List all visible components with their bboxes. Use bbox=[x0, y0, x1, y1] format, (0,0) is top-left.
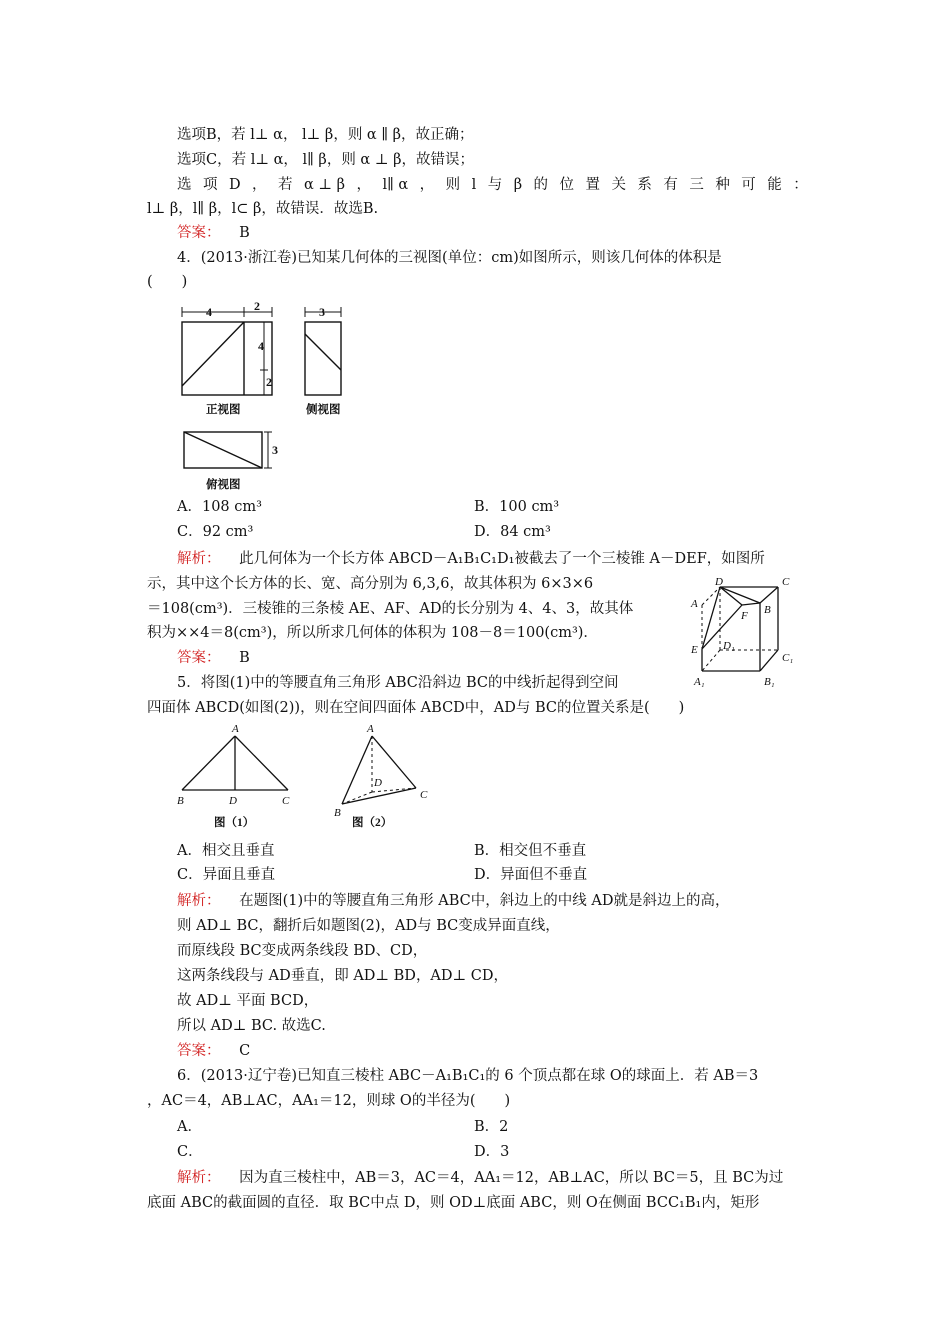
answer-label: 答案： bbox=[177, 1043, 221, 1059]
q5-analysis-4: 这两条线段与 AD垂直，即 AD⊥ BD，AD⊥ CD， bbox=[177, 968, 508, 984]
analysis-label: 解析： bbox=[177, 1170, 221, 1186]
q6-option-d: D．3 bbox=[474, 1144, 510, 1160]
l3-part: 若 bbox=[278, 177, 293, 193]
front-view-diagonal bbox=[182, 322, 244, 386]
answer-value: B bbox=[239, 225, 250, 241]
fig2-caption: 图（2） bbox=[352, 817, 393, 829]
q5-option-b: B．相交但不垂直 bbox=[474, 843, 587, 859]
line-option-c: 选项C，若 l⊥ α， l∥ β，则 α ⊥ β，故错误； bbox=[177, 152, 474, 168]
l3-part: ， bbox=[419, 177, 435, 193]
q4-analysis-3: ＝108(cm³)．三棱锥的三条棱 AE、AF、AD的长分别为 4、4、3，故其体 bbox=[147, 601, 634, 617]
l3-part: ： bbox=[793, 177, 808, 193]
vertex-label: A₁ bbox=[694, 676, 705, 688]
l3-part: α ⊥ β bbox=[303, 177, 346, 193]
l3-part: 可 bbox=[741, 177, 756, 193]
three-views-figure bbox=[172, 298, 362, 498]
l3-part: 与 bbox=[487, 177, 503, 193]
vertex-label: A bbox=[691, 598, 698, 610]
l3-part: 种 bbox=[715, 177, 730, 193]
l3-part: 三 bbox=[689, 177, 704, 193]
dim-label: 3 bbox=[272, 443, 278, 457]
line-option-d-cont: l⊥ β，l∥ β，l⊂ β，故错误．故选B. bbox=[147, 201, 379, 217]
q6-analysis-1 bbox=[177, 1166, 808, 1190]
q6-option-c: C． bbox=[177, 1144, 203, 1160]
q4-option-d: D．84 cm³ bbox=[474, 524, 551, 540]
l3-part: 置 bbox=[585, 177, 600, 193]
q5-analysis-6: 所以 AD⊥ BC. 故选C. bbox=[177, 1018, 326, 1034]
answer-4 bbox=[177, 646, 808, 670]
analysis-text: 因为直三棱柱中，AB＝3，AC＝4，AA₁＝12，AB⊥AC，所以 BC＝5，且 BC为过 bbox=[239, 1170, 784, 1186]
l3-part: D bbox=[228, 177, 241, 193]
q5-analysis-5: 故 AD⊥ 平面 BCD， bbox=[177, 993, 319, 1009]
tri-label: D bbox=[229, 795, 237, 807]
q4-option-b: B．100 cm³ bbox=[474, 499, 560, 515]
tri-label: D bbox=[374, 777, 382, 789]
q4-stem-2: ( ) bbox=[147, 274, 188, 290]
front-view-rect bbox=[182, 322, 272, 395]
side-view-rect bbox=[305, 322, 341, 395]
vertex-label: F bbox=[741, 610, 748, 622]
dim-label: 2 bbox=[266, 375, 272, 389]
dim-label: 4 bbox=[258, 339, 264, 353]
line-option-d bbox=[177, 173, 808, 197]
l3-part: ， bbox=[356, 177, 371, 193]
q5-option-d: D．异面但不垂直 bbox=[474, 867, 588, 883]
dim-label: 4 bbox=[206, 305, 212, 319]
q4-analysis-1 bbox=[177, 547, 808, 571]
l3-part: 位 bbox=[559, 177, 575, 193]
answer-value: B bbox=[239, 650, 250, 666]
front-view-caption: 正视图 bbox=[206, 404, 241, 416]
q6-option-b: B．2 bbox=[474, 1119, 509, 1135]
line-option-b: 选项B，若 l⊥ α， l⊥ β，则 α ∥ β，故正确； bbox=[177, 127, 474, 143]
vertex-label: D bbox=[715, 576, 723, 588]
tri-label: B bbox=[334, 807, 341, 819]
l3-part: l bbox=[471, 177, 477, 193]
vertex-label: C₁ bbox=[782, 652, 794, 664]
vertex-label: E bbox=[691, 644, 698, 656]
l3-part: 系 bbox=[637, 177, 652, 193]
l3-part: l∥ α bbox=[382, 177, 409, 193]
q4-stem-1: 4．(2013·浙江卷)已知某几何体的三视图(单位：cm)如图所示，则该几何体的体积是 bbox=[177, 250, 722, 266]
q4-option-c: C．92 cm³ bbox=[177, 524, 254, 540]
l3-part: 则 bbox=[445, 177, 461, 193]
q5-stem-1: 5．将图(1)中的等腰直角三角形 ABC沿斜边 BC的中线折起得到空间 bbox=[177, 675, 619, 691]
l3-part: 项 bbox=[202, 177, 218, 193]
tri-label: A bbox=[367, 723, 374, 735]
q6-stem-1: 6．(2013·辽宁卷)已知直三棱柱 ABC－A₁B₁C₁的 6 个顶点都在球 O的球面上．若 AB＝3 bbox=[177, 1068, 759, 1084]
answer-label: 答案： bbox=[177, 650, 221, 666]
side-view-diagonal bbox=[305, 334, 341, 370]
tri-label: B bbox=[177, 795, 184, 807]
dim-label: 3 bbox=[319, 305, 325, 319]
q6-option-a: A． bbox=[177, 1119, 202, 1135]
q6-stem-2: ，AC＝4，AB⊥AC，AA₁＝12，则球 O的半径为( ) bbox=[147, 1093, 511, 1109]
tri-label: A bbox=[232, 723, 239, 735]
analysis-label: 解析： bbox=[177, 893, 221, 909]
answer-3 bbox=[177, 221, 808, 245]
tri-label: C bbox=[282, 795, 290, 807]
top-view-caption: 俯视图 bbox=[206, 479, 241, 491]
l3-part: 能 bbox=[767, 177, 782, 193]
vertex-label: B₁ bbox=[764, 676, 775, 688]
answer-label: 答案： bbox=[177, 225, 221, 241]
q5-option-a: A．相交且垂直 bbox=[177, 843, 275, 859]
vertex-label: B bbox=[764, 604, 771, 616]
l3-part: 选 bbox=[177, 177, 192, 193]
q5-stem-2: 四面体 ABCD(如图(2))，则在空间四面体 ABCD中，AD与 BC的位置关系是( ) bbox=[147, 700, 685, 716]
vertex-label: C bbox=[782, 576, 790, 588]
analysis-label: 解析： bbox=[177, 551, 221, 567]
top-view-diagonal bbox=[184, 432, 262, 468]
q6-analysis-2: 底面 ABC的截面圆的直径．取 BC中点 D，则 OD⊥底面 ABC，则 O在侧面 BCC₁B₁内，矩形 bbox=[147, 1195, 760, 1211]
dim-label: 2 bbox=[254, 299, 260, 313]
q5-analysis-1 bbox=[177, 889, 808, 913]
q5-analysis-3: 而原线段 BC变成两条线段 BD、CD， bbox=[177, 943, 428, 959]
fig1-caption: 图（1） bbox=[214, 817, 255, 829]
l3-part: 的 bbox=[533, 177, 549, 193]
q4-analysis-2: 示，其中这个长方体的长、宽、高分别为 6,3,6，故其体积为 6×3×6 bbox=[147, 576, 594, 592]
l3-part: β bbox=[513, 177, 523, 193]
l3-part: 有 bbox=[663, 177, 678, 193]
side-view-caption: 侧视图 bbox=[306, 404, 341, 416]
l3-part: ， bbox=[252, 177, 267, 193]
l3-part: 关 bbox=[611, 177, 626, 193]
answer-5 bbox=[177, 1039, 808, 1063]
tri-label: C bbox=[420, 789, 428, 801]
answer-value: C bbox=[239, 1043, 251, 1059]
vertex-label: D₁ bbox=[723, 640, 735, 652]
q4-option-a: A．108 cm³ bbox=[177, 499, 262, 515]
q5-analysis-2: 则 AD⊥ BC，翻折后如题图(2)，AD与 BC变成异面直线， bbox=[177, 918, 560, 934]
analysis-text: 在题图(1)中的等腰直角三角形 ABC中，斜边上的中线 AD就是斜边上的高， bbox=[239, 893, 730, 909]
fold-figure bbox=[172, 722, 442, 837]
analysis-text: 此几何体为一个长方体 ABCD－A₁B₁C₁D₁被截去了一个三棱锥 A－DEF，如图所 bbox=[239, 551, 765, 567]
q5-option-c: C．异面且垂直 bbox=[177, 867, 276, 883]
q4-analysis-4: 积为××4＝8(cm³)，所以所求几何体的体积为 108－8＝100(cm³)． bbox=[147, 625, 598, 641]
